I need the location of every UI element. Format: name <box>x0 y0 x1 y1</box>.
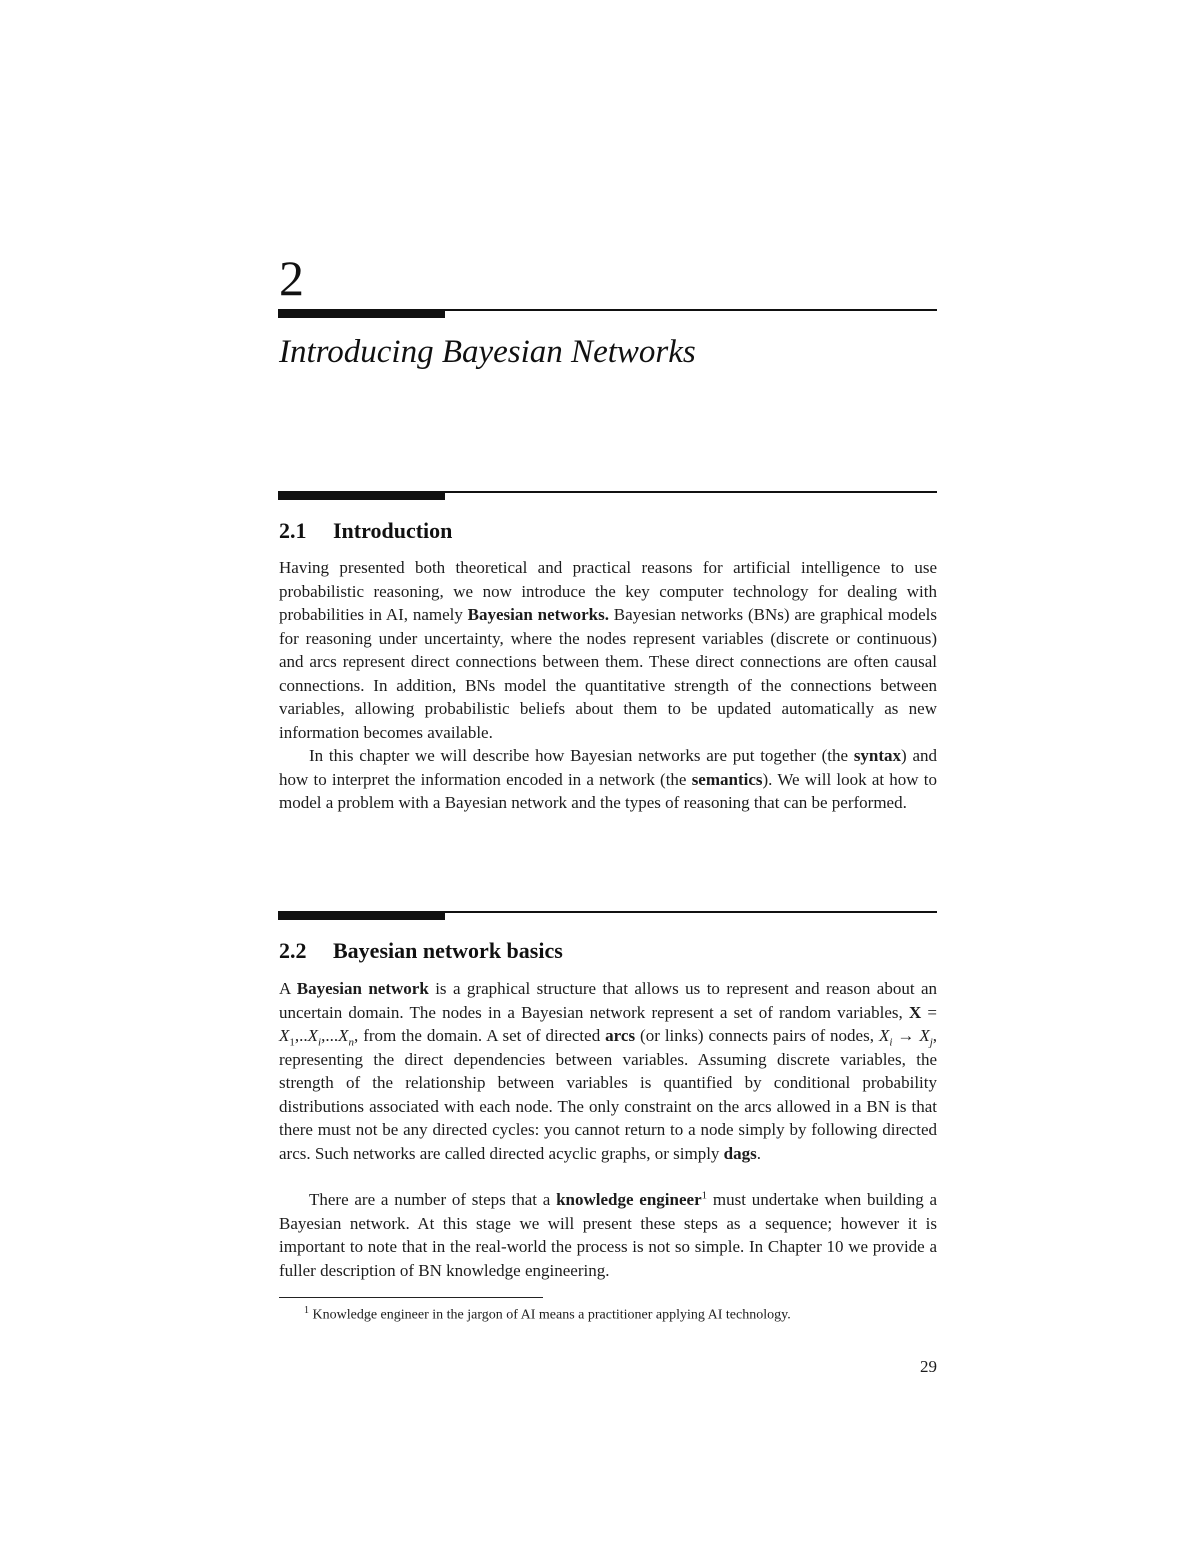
chapter-number: 2 <box>279 250 304 306</box>
footnote: $^1$ Knowledge engineer in the jargon of AI means a practitioner applying AI technology. <box>304 1305 791 1323</box>
section-heading-2-1 <box>279 517 452 545</box>
paragraph-basics-2: There are a number of steps that a knowledge engineer$^1$ must undertake when building a Bayesian network. At this stage we will present these steps as a sequence; however it is important to note that in the real-world the process is not so simple. In Chapter 10 we provide a fuller description of BN knowledge engineering. <box>279 1189 938 1280</box>
footnote-marker: 1 <box>701 1189 708 1202</box>
section-number: 2.2 <box>279 938 307 963</box>
section-title: Bayesian network basics <box>333 938 563 963</box>
section-rule-2-2 <box>278 911 937 921</box>
page-number: 29 <box>920 1357 937 1376</box>
section-heading-2-2 <box>279 937 563 965</box>
section-number: 2.1 <box>279 518 307 543</box>
chapter-title: Introducing Bayesian Networks <box>279 334 696 370</box>
chapter-rule <box>278 309 937 319</box>
section-title: Introduction <box>333 518 453 543</box>
paragraph-basics-1: A Bayesian network is a graphical structure that allows us to represent and reason about an uncertain domain. The nodes in a Bayesian network represent a set of random variables, $X = X_1,..X_i,...X_n$, from the domain. A set of directed arcs (or links) connects pairs of nodes, $X_i \to X_j$, representing the direct dependencies between variables. Assuming discrete variables, the strength of the relationship between variables is quantified by conditional probability distributions associated with each node. The only constraint on the arcs allowed in a BN is that there must not be any directed cycles: you cannot return to a node simply by following directed arcs. Such networks are called directed acyclic graphs, or simply dags. <box>279 979 938 1163</box>
footnote-rule <box>279 1297 543 1298</box>
section-rule-2-1 <box>278 491 937 501</box>
paragraph-intro-1: Having presented both theoretical and practical reasons for artificial intelligence to use probabilistic reasoning, we now introduce the key computer technology for dealing with probabilities in AI, namely Bayesian networks. Bayesian networks (BNs) are graphical models for reasoning under uncertainty, where the nodes represent variables (discrete or continuous) and arcs represent direct connections between them. These direct connections are often causal connections. In addition, BNs model the quantitative strength of the connections between variables, allowing probabilistic beliefs about them to be updated automatically as new information becomes available. <box>279 558 938 742</box>
paragraph-intro-2: In this chapter we will describe how Bayesian networks are put together (the syntax) and how to interpret the information encoded in a network (the semantics). We will look at how to model a problem with a Bayesian network and the types of reasoning that can be performed. <box>279 746 937 812</box>
